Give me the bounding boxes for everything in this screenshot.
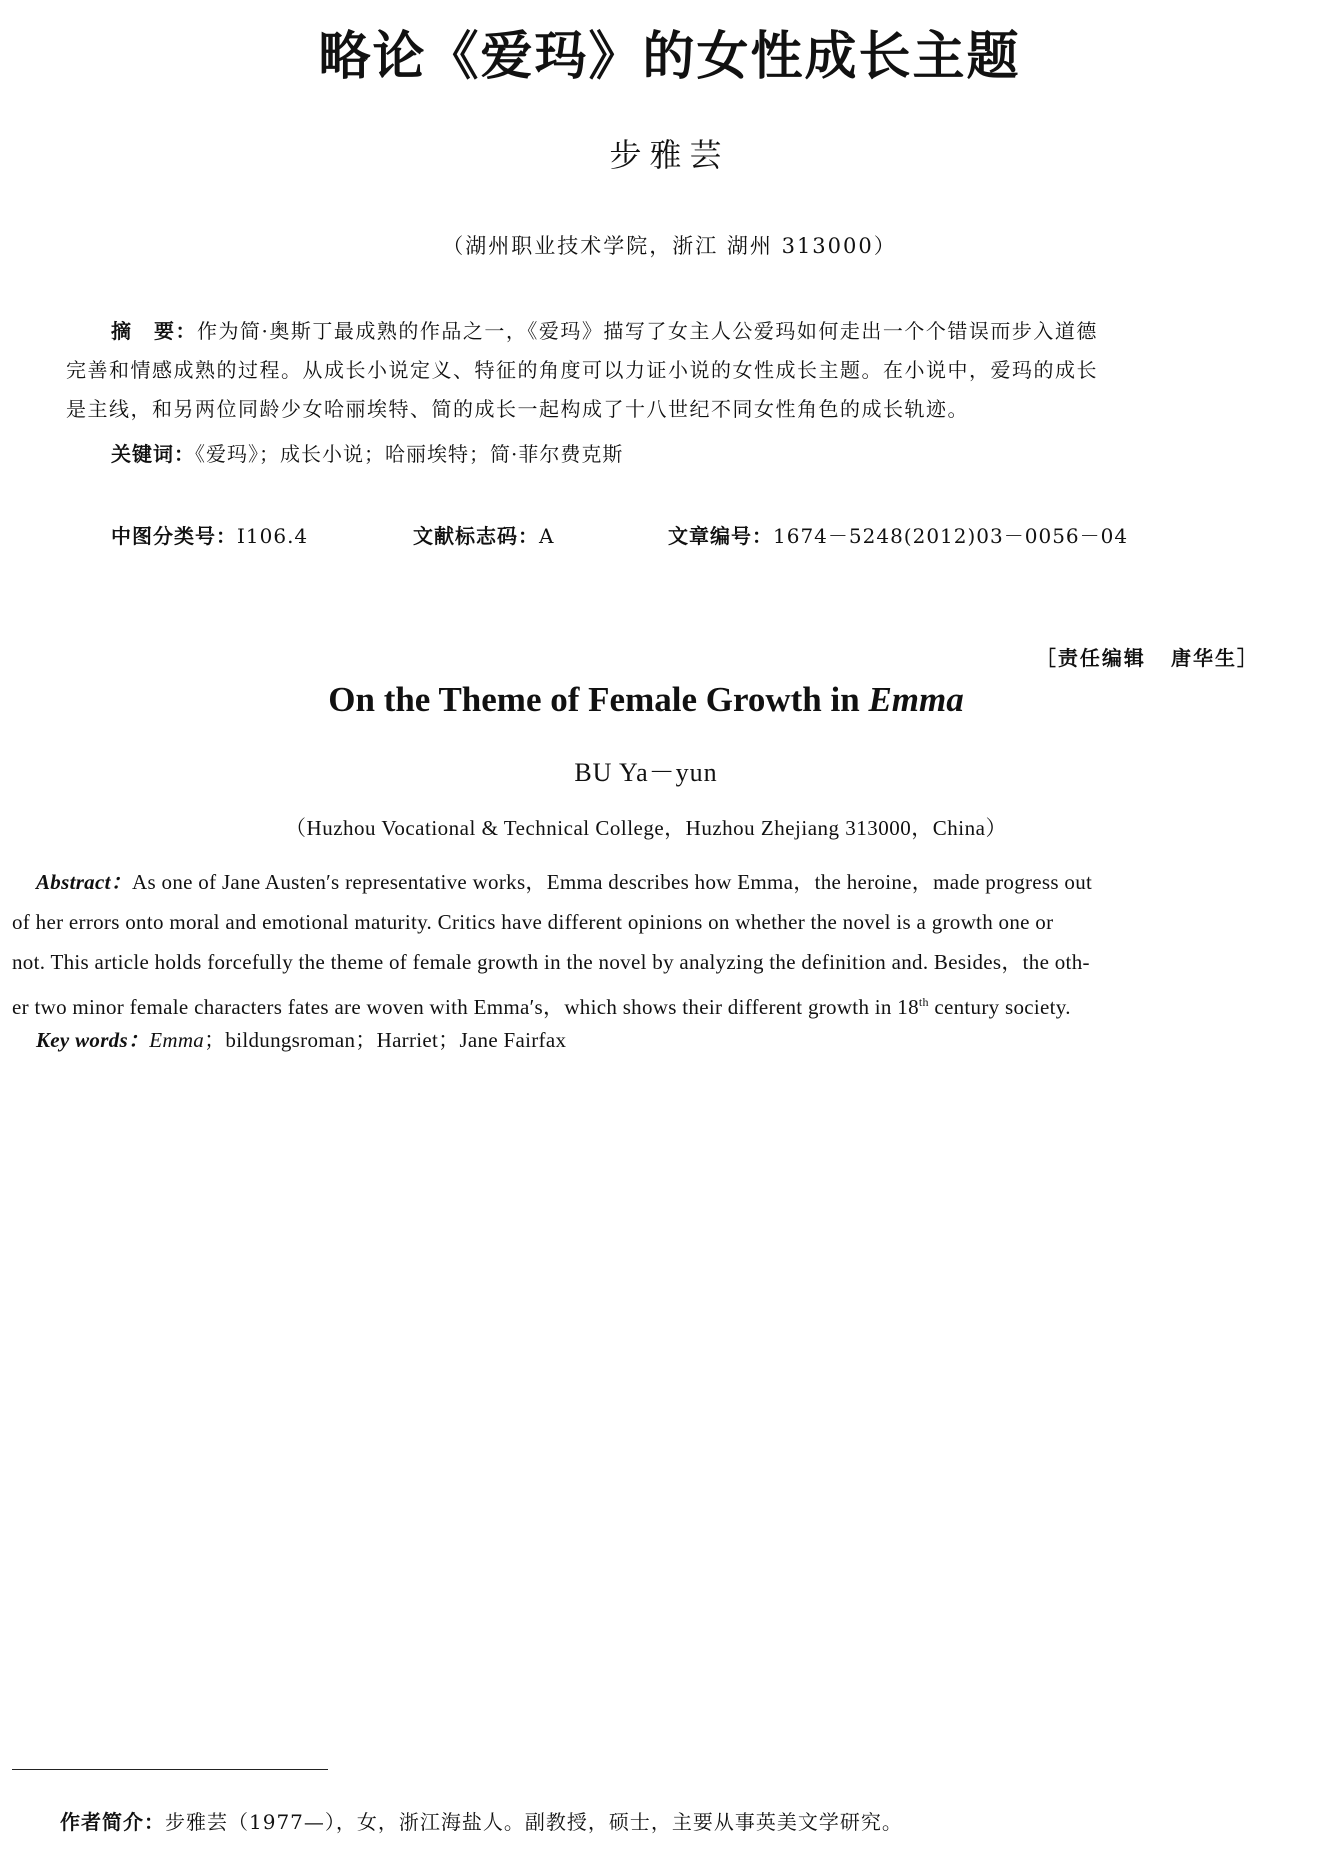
document-code-value: A [539,524,555,548]
article-number [668,520,1128,549]
author-bio-label: 作者简介： [60,1810,165,1834]
editor-label: ［责任编辑 [1035,646,1146,670]
author-name-en: BU Ya－yun [574,758,718,787]
classification-label: 中图分类号： [111,524,237,548]
document-code [413,520,554,549]
abstract-cn-label: 摘 要： [111,319,197,343]
article-number-label: 文章编号： [668,524,773,548]
paper-title-en-main: On the Theme of Female Growth in [328,680,869,719]
keywords-en-italic: Emma [149,1028,205,1052]
abstract-cn [66,312,1246,429]
document-code-label: 文献标志码： [413,524,539,548]
keywords-en [36,1024,566,1054]
keywords-en-label: Key words： [36,1028,150,1052]
abstract-cn-line-3: 是主线，和另两位同龄少女哈丽埃特、简的成长一起构成了十八世纪不同女性角色的成长轨迹。 [66,397,969,421]
paper-title-en [0,680,1292,720]
classification-value: I106.4 [237,524,309,548]
author-bio [60,1806,903,1835]
keywords-cn-text: 《爱玛》；成长小说；哈丽埃特；简·菲尔费克斯 [195,442,624,466]
article-number-value: 1674－5248(2012)03－0056－04 [773,524,1129,548]
abstract-en-text-4b: century society. [928,995,1071,1019]
abstract-en-text-4: er two minor female characters fates are woven with Emma′s，which shows their different growth in 18 [12,995,919,1019]
abstract-en-line-3: not. This article holds forcefully the theme of female growth in the novel by analyzing the definition and. Besides，the oth- [12,950,1090,974]
abstract-en-label: Abstract： [36,870,133,894]
paper-title-cn: 略论《爱玛》的女性成长主题 [318,27,1021,87]
abstract-cn-line-1 [66,312,1246,351]
keywords-cn-label: 关键词： [111,442,195,466]
paper-title-en-italic: Emma [868,680,964,719]
author-name-cn: 步雅芸 [609,136,730,174]
classification-number [111,520,308,549]
superscript-th: th [918,995,929,1009]
abstract-cn-line-2: 完善和情感成熟的过程。从成长小说定义、特征的角度可以力证小说的女性成长主题。在小说中，爱玛的成长 [66,358,1098,382]
abstract-en-line-2: of her errors onto moral and emotional maturity. Critics have different opinions on whether the novel is a growth one or [12,910,1054,934]
footnote-divider [12,1769,328,1770]
abstract-en-text-1: As one of Jane Austen′s representative works，Emma describes how Emma，the heroine，made progress out [132,870,1093,894]
abstract-cn-text-1: 作为简·奥斯丁最成熟的作品之一，《爱玛》描写了女主人公爱玛如何走出一个个错误而步入道德 [197,319,1098,343]
responsible-editor [1036,642,1259,671]
editor-name: 唐华生］ [1171,646,1259,670]
affiliation-cn: （湖州职业技术学院，浙江 湖州 313000） [442,234,897,258]
abstract-en-line-4 [12,982,1282,1027]
affiliation-en: （Huzhou Vocational & Technical College，Huzhou Zhejiang 313000，China） [285,816,1007,840]
keywords-en-rest: ；bildungsroman；Harriet；Jane Fairfax [204,1028,567,1052]
abstract-en [12,862,1282,1027]
keywords-cn [111,438,623,467]
author-bio-text: 步雅芸（1977—），女，浙江海盐人。副教授，硕士，主要从事英美文学研究。 [165,1810,903,1834]
abstract-en-line-1 [12,862,1282,902]
